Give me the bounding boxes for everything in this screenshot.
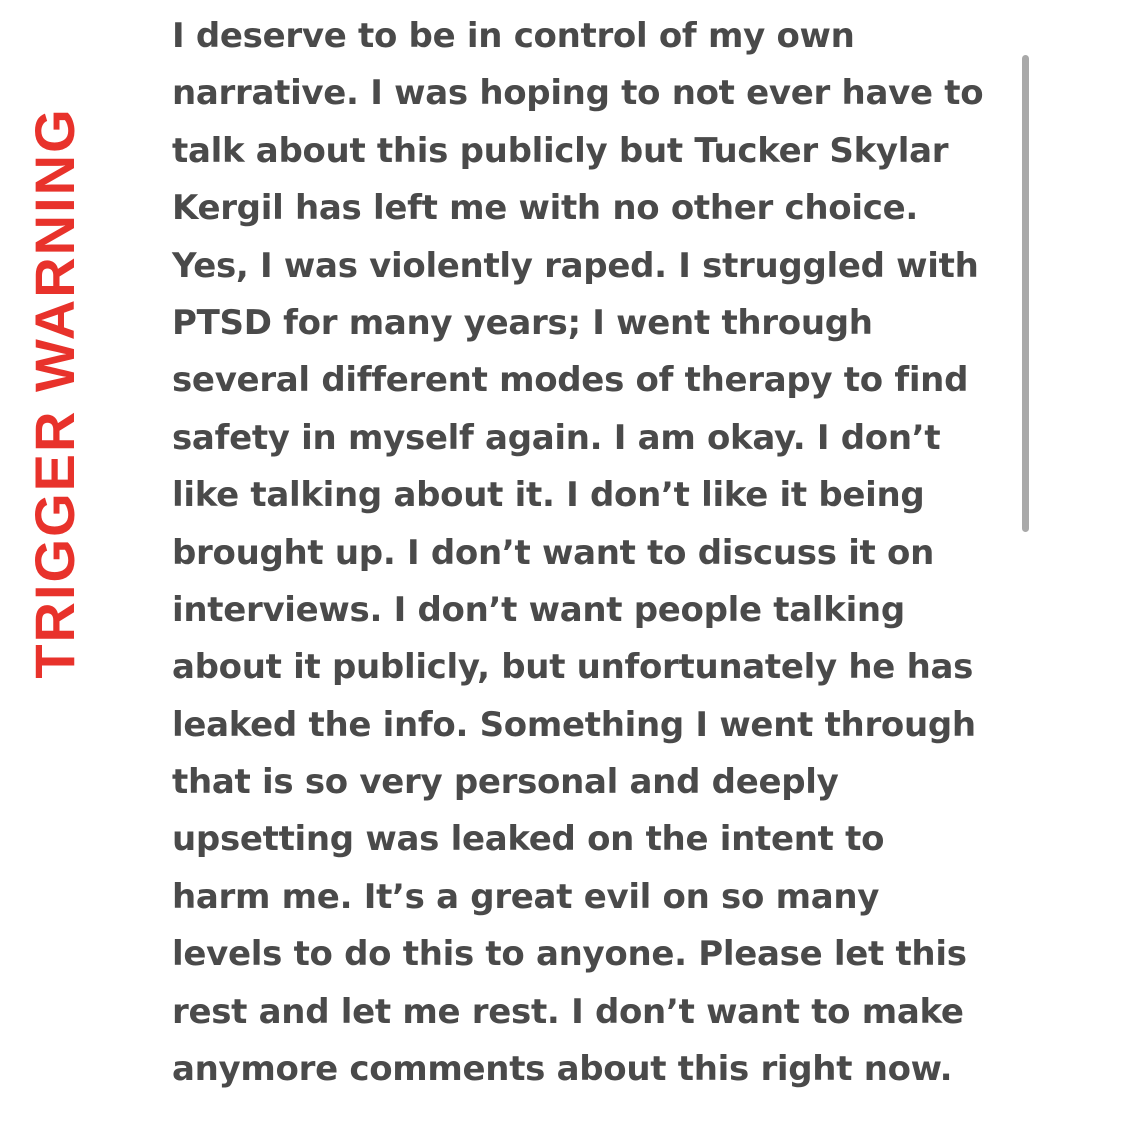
note-line: levels to do this to anyone. Please let this bbox=[172, 934, 967, 975]
note-line: talk about this publicly but Tucker Skylar bbox=[172, 130, 949, 171]
note-body-text[interactable] bbox=[172, 8, 982, 1098]
note-line: rest and let me rest. I don’t want to make bbox=[172, 991, 964, 1032]
note-line: anymore comments about this right now. bbox=[172, 1049, 953, 1090]
note-line: like talking about it. I don’t like it being bbox=[172, 475, 925, 516]
note-line: interviews. I don’t want people talking bbox=[172, 589, 905, 630]
note-line: leaked the info. Something I went through bbox=[172, 704, 976, 745]
note-line: about it publicly, but unfortunately he has bbox=[172, 647, 974, 688]
note-line: Kergil has left me with no other choice. bbox=[172, 188, 918, 229]
note-line: safety in myself again. I am okay. I don’t bbox=[172, 417, 941, 458]
note-line: I deserve to be in control of my own bbox=[172, 16, 855, 56]
note-line: Yes, I was violently raped. I struggled with bbox=[172, 245, 979, 286]
note-line: brought up. I don’t want to discuss it on bbox=[172, 532, 934, 573]
note-line: narrative. I was hoping to not ever have to bbox=[172, 73, 984, 114]
note-line: harm me. It’s a great evil on so many bbox=[172, 876, 880, 917]
trigger-warning-label: TRIGGER WARNING bbox=[23, 107, 86, 679]
note-line: upsetting was leaked on the intent to bbox=[172, 819, 885, 860]
vertical-scrollbar[interactable] bbox=[1022, 55, 1029, 532]
note-line: that is so very personal and deeply bbox=[172, 762, 839, 803]
note-line: PTSD for many years; I went through bbox=[172, 302, 873, 343]
note-line: several different modes of therapy to find bbox=[172, 360, 969, 401]
